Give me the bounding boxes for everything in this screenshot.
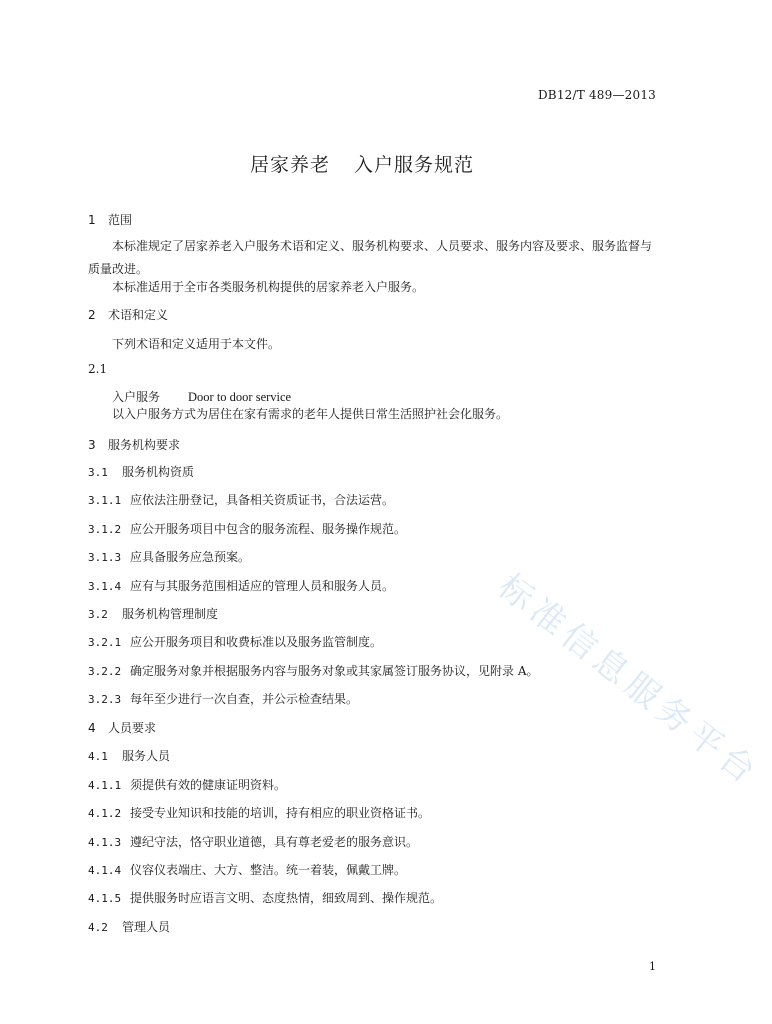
- section-1-paragraph-2: 本标准适用于全市各类服务机构提供的居家养老入户服务。: [112, 280, 425, 294]
- title-part-2: 入户服务规范: [354, 154, 475, 176]
- clause-4-1-4: 4.1.4 仪容仪表端庄、大方、整洁。统一着装，佩戴工牌。: [88, 863, 407, 877]
- clause-3-1-2: 3.1.2 应公开服务项目中包含的服务流程、服务操作规范。: [88, 522, 407, 536]
- term-entry: [112, 388, 291, 405]
- section-1-paragraph-1: 本标准规定了居家养老入户服务术语和定义、服务机构要求、人员要求、服务内容及要求、服务监督与质量改进。: [88, 239, 653, 276]
- clause-4-1-3: 4.1.3 遵纪守法，恪守职业道德，具有尊老爱老的服务意识。: [88, 835, 419, 849]
- term-english: Door to door service: [188, 390, 292, 404]
- clause-4-1-2: 4.1.2 接受专业知识和技能的培训，持有相应的职业资格证书。: [88, 806, 431, 820]
- section-2-paragraph: 下列术语和定义适用于本文件。: [112, 337, 281, 351]
- watermark: 标准信息服务平台: [490, 566, 768, 795]
- clause-4-2-heading: 4.2 管理人员: [88, 920, 171, 934]
- clause-4-1-5: 4.1.5 提供服务时应语言文明、态度热情，细致周到、操作规范。: [88, 891, 443, 905]
- clause-3-1-4: 3.1.4 应有与其服务范围相适应的管理人员和服务人员。: [88, 579, 395, 593]
- clause-3-1-3: 3.1.3 应具备服务应急预案。: [88, 550, 251, 564]
- clause-3-2-1: 3.2.1 应公开服务项目和收费标准以及服务监管制度。: [88, 635, 383, 649]
- clause-4-1-1: 4.1.1 须提供有效的健康证明资料。: [88, 778, 287, 792]
- clause-3-2-heading: 3.2 服务机构管理制度: [88, 607, 219, 621]
- section-1-heading: 1 范围: [88, 213, 133, 227]
- term-definition: 以入户服务方式为居住在家有需求的老年人提供日常生活照护社会化服务。: [112, 407, 509, 421]
- clause-4-1-heading: 4.1 服务人员: [88, 749, 171, 763]
- page-number: 1: [649, 960, 656, 973]
- section-3-heading: 3 服务机构要求: [88, 438, 181, 452]
- section-2-heading: 2 术语和定义: [88, 308, 169, 322]
- standard-number: DB12/T 489—2013: [537, 88, 656, 102]
- clause-3-2-2: 3.2.2 确定服务对象并根据服务内容与服务对象或其家属签订服务协议，见附录 A。: [88, 664, 539, 678]
- document-title: [0, 150, 724, 177]
- clause-3-1-1: 3.1.1 应依法注册登记，具备相关资质证书，合法运营。: [88, 493, 395, 507]
- clause-3-2-3: 3.2.3 每年至少进行一次自查，并公示检查结果。: [88, 692, 359, 706]
- clause-3-1-heading: 3.1 服务机构资质: [88, 465, 195, 479]
- term-chinese: 入户服务: [112, 390, 161, 404]
- title-part-1: 居家养老: [249, 154, 330, 176]
- clause-2-1-number: 2.1: [88, 362, 108, 376]
- section-4-heading: 4 人员要求: [88, 721, 157, 735]
